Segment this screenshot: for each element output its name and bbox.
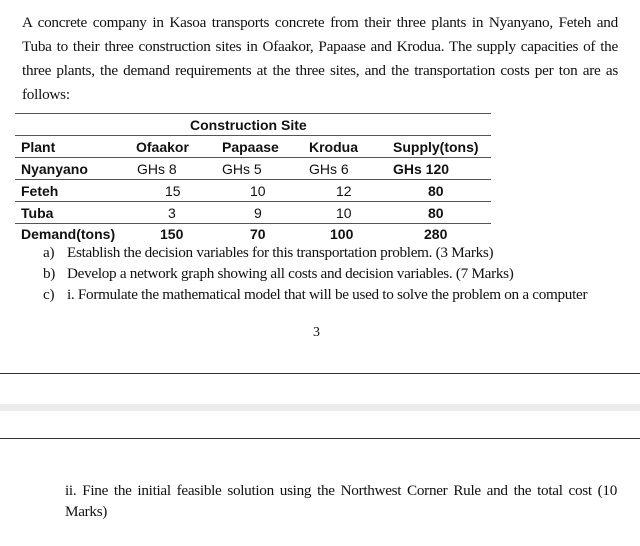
demand-krodua: 100 [330,226,354,242]
row-1-supply: GHs 120 [393,161,450,177]
question-b-label: b) [43,265,56,282]
row-1-krodua: GHs 6 [309,161,349,177]
header-papaase: Papaase [222,139,279,155]
row-2-rule [15,201,491,202]
question-c [43,284,587,305]
row-1-ofaakor: GHs 8 [137,161,177,177]
question-b [43,263,587,284]
row-2-krodua: 12 [336,183,352,199]
row-3-ofaakor: 3 [168,205,176,221]
table-top-rule [15,113,491,114]
demand-label: Demand(tons) [21,226,116,242]
row-1-papaase: GHs 5 [222,161,262,177]
row-1-rule [15,179,491,180]
header-krodua: Krodua [309,139,358,155]
group-header: Construction Site [190,117,307,133]
demand-total: 280 [424,226,448,242]
question-a-text: Establish the decision variables for this transportation problem. (3 Marks) [67,244,494,261]
page-bottom-rule [0,373,640,374]
row-1-plant: Nyanyano [21,161,88,177]
next-page-top-rule [0,438,640,439]
table-header-rule-bottom [15,157,491,158]
header-ofaakor: Ofaakor [136,139,189,155]
row-2-ofaakor: 15 [165,183,181,199]
header-supply: Supply(tons) [393,139,479,155]
demand-papaase: 70 [250,226,266,242]
row-3-rule [15,223,491,224]
row-3-supply: 80 [428,205,444,221]
row-3-papaase: 9 [254,205,262,221]
question-c-text: i. Formulate the mathematical model that will be used to solve the problem on a computer [67,286,588,303]
question-a [43,242,587,263]
question-a-label: a) [43,244,55,261]
row-3-plant: Tuba [21,205,54,221]
row-2-papaase: 10 [250,183,266,199]
row-2-plant: Feteh [21,183,59,199]
row-3-krodua: 10 [336,205,352,221]
table-header-rule-top [15,135,491,136]
header-plant: Plant [21,139,56,155]
page-gap-band [0,404,640,411]
question-c-part-ii: ii. Fine the initial feasible solution using the Northwest Corner Rule and the total cost (10 Marks) [65,482,617,520]
demand-ofaakor: 150 [160,226,184,242]
question-b-text: Develop a network graph showing all costs and decision variables. (7 Marks) [67,265,514,282]
question-list [43,242,587,305]
question-c-label: c) [43,286,55,303]
row-2-supply: 80 [428,183,444,199]
problem-intro: A concrete company in Kasoa transports concrete from their three plants in Nyanyano, Feteh and Tuba to their three construction sites in Ofaakor, Papaase and Krodua. The supply capacities of the three plants, the demand requirements at the three sites, and the transportation costs per ton are as follows: [22,14,618,103]
page-number: 3 [313,325,320,340]
